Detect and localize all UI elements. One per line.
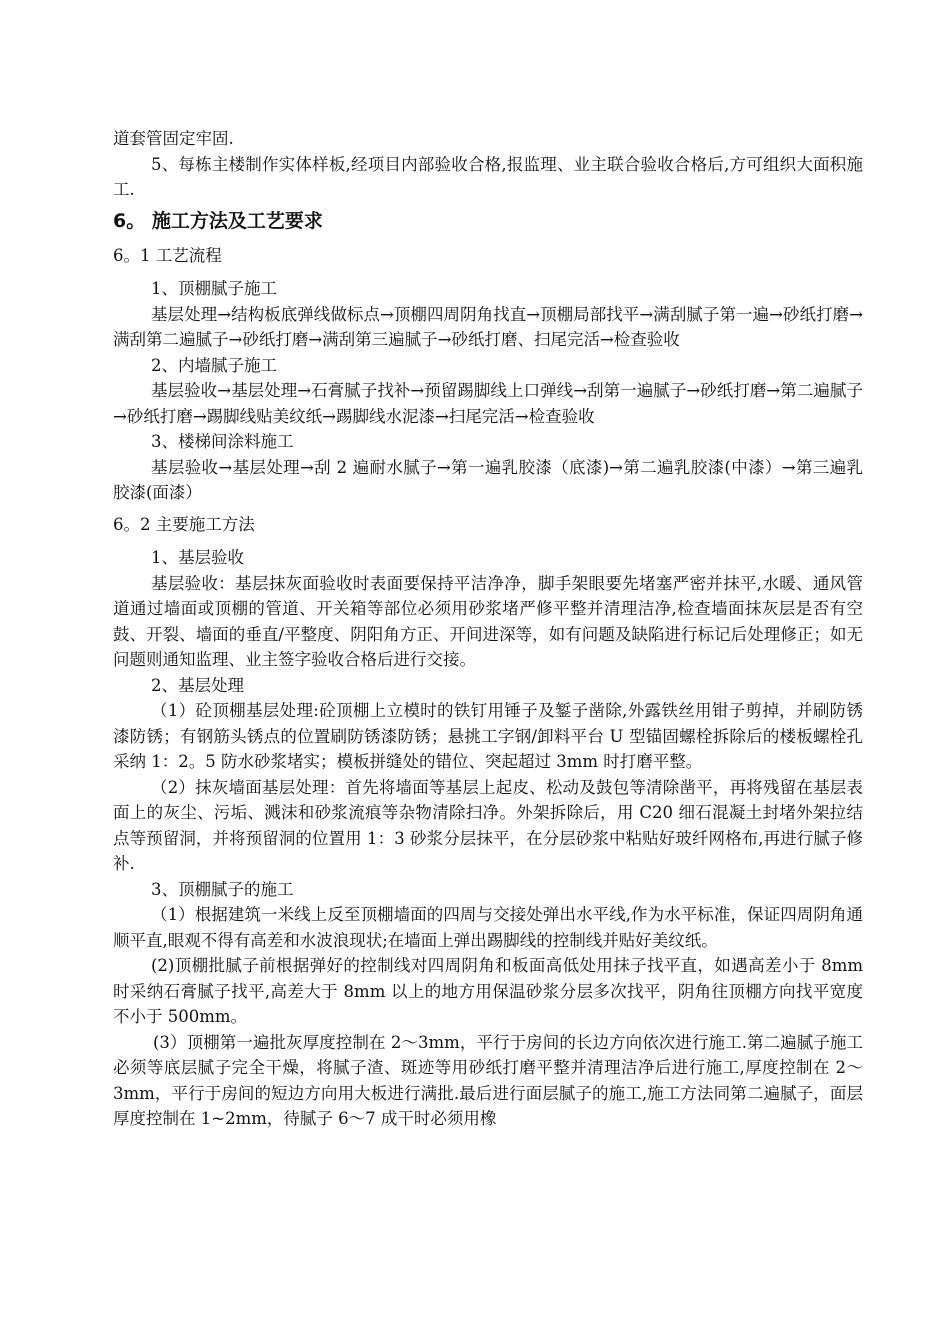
subsection-heading: 6。2 主要施工方法 [113, 514, 255, 534]
paragraph: 基层验收→基层处理→石膏腻子找补→预留踢脚线上口弹线→刮第一遍腻子→砂纸打磨→第二遍腻子→砂纸打磨→踢脚线贴美纹纸→踢脚线水泥漆→扫尾完活→检查验收 [113, 381, 863, 426]
paragraph: （1）根据建筑一米线上反至顶棚墙面的四周与交接处弹出水平线,作为水平标准，保证四周阴角通顺平直,眼观不得有高差和水波浪现状;在墙面上弹出踢脚线的控制线并贴好美纹纸。 [113, 905, 863, 950]
list-item-title: 2、内墙腻子施工 [151, 355, 277, 375]
paragraph: （1）砼顶棚基层处理:砼顶棚上立模时的铁钉用锤子及錾子凿除,外露铁丝用钳子剪掉，并刷防锈漆防锈；有钢筋头锈点的位置刷防锈漆防锈；悬挑工字钢/卸料平台 U 型锚固螺栓拆除后的楼板螺栓孔采纳 1：2。5 防水砂浆堵实；模板拼缝处的错位、突起超过 3mm 时打磨平整。 [113, 701, 863, 771]
paragraph: 道套管固定牢固. [113, 129, 234, 148]
paragraph: （2）抹灰墙面基层处理：首先将墙面等基层上起皮、松动及鼓包等清除凿平，再将残留在基层表面上的灰尘、污垢、溅沫和砂浆流痕等杂物清除扫净。外架拆除后，用 C20 细石混凝土封堵外架拉结点等预留洞，并将预留洞的位置用 1：3 砂浆分层抹平，在分层砂浆中粘贴好玻纤网格布,再进行腻子修补. [113, 777, 863, 873]
paragraph: 基层验收：基层抹灰面验收时表面要保持平洁净净，脚手架眼要先堵塞严密并抹平,水暖、通风管道通过墙面或顶棚的管道、开关箱等部位必须用砂浆堵严修平整并清理洁净,检查墙面抹灰层是否有空鼓、开裂、墙面的垂直/平整度、阴阳角方正、开间进深等，如有问题及缺陷进行标记后处理修正；如无问题则通知监理、业主签字验收合格后进行交接。 [113, 573, 863, 669]
list-item-title: 3、顶棚腻子的施工 [151, 879, 294, 899]
paragraph: 5、每栋主楼制作实体样板,经项目内部验收合格,报监理、业主联合验收合格后,方可组织大面积施工. [113, 154, 863, 199]
paragraph: (3）顶棚第一遍批灰厚度控制在 2～3mm，平行于房间的长边方向依次进行施工.第二遍腻子施工必须等底层腻子完全干燥，将腻子渣、斑迹等用砂纸打磨平整并清理洁净后进行施工,厚度控制在 2～3mm，平行于房间的短边方向用大板进行满批.最后进行面层腻子的施工,施工方法同第二遍腻子，面层厚度控制在 1~2mm，待腻子 6～7 成干时必须用橡 [113, 1032, 863, 1128]
paragraph: 基层处理→结构板底弹线做标点→顶棚四周阴角找直→顶棚局部找平→满刮腻子第一遍→砂纸打磨→满刮第二遍腻子→砂纸打磨→满刮第三遍腻子→砂纸打磨、扫尾完活→检查验收 [113, 304, 863, 349]
paragraph: 基层验收→基层处理→刮 2 遍耐水腻子→第一遍乳胶漆（底漆)→第二遍乳胶漆(中漆）→第三遍乳胶漆(面漆） [113, 457, 863, 502]
list-item-title: 2、基层处理 [151, 675, 244, 695]
document-page [113, 126, 863, 1132]
list-item-title: 1、顶棚腻子施工 [151, 279, 277, 298]
paragraph: (2)顶棚批腻子前根据弹好的控制线对四周阴角和板面高低处用抹子找平直，如遇高差小于 8mm 时采纳石膏腻子找平,高差大于 8mm 以上的地方用保温砂浆分层多次找平，阴角往顶棚方向找平宽度不小于 500mm。 [113, 956, 863, 1026]
subsection-heading: 6。1 工艺流程 [113, 245, 222, 265]
list-item-title: 3、楼梯间涂料施工 [151, 432, 294, 451]
list-item-title: 1、基层验收 [151, 548, 244, 567]
section-heading: 6。 施工方法及工艺要求 [113, 209, 323, 232]
